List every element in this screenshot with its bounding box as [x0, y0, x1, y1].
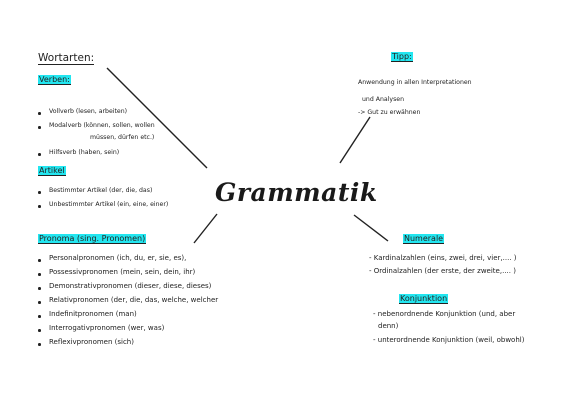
konjunktion-heading: Konjunktion — [400, 294, 448, 303]
connector-line-numerale — [354, 215, 388, 241]
tipp-heading: Tipp: — [392, 52, 412, 61]
verben-heading: Verben: — [39, 75, 70, 84]
bullet — [38, 259, 41, 262]
wortarten-title: Wortarten: — [38, 52, 95, 64]
artikel-item-bestimmt: Bestimmter Artikel (der, die, das) — [49, 187, 153, 194]
konjunktion-item-nebenordnend: - nebenordnende Konjunktion (und, aber — [373, 310, 516, 318]
pronomen-item-personal: Personalpronomen (ich, du, er, sie, es), — [49, 254, 187, 262]
connector-line-pronomen — [194, 214, 217, 243]
verben-item-modalverb: Modalverb (können, sollen, wollen — [49, 122, 155, 129]
pronomen-heading: Pronoma (sing. Pronomen) — [39, 234, 146, 243]
bullet — [38, 153, 41, 156]
verben-item-vollverb: Vollverb (lesen, arbeiten) — [49, 108, 128, 115]
pronomen-item-reflexiv: Reflexivpronomen (sich) — [49, 338, 134, 346]
verben-item-hilfsverb: Hilfsverb (haben, sein) — [49, 149, 120, 156]
bullet — [38, 301, 41, 304]
bullet — [38, 112, 41, 115]
pronomen-item-demonstrativ: Demonstrativpronomen (dieser, diese, dieses) — [49, 282, 212, 290]
tipp-line-1: Anwendung in allen Interpretationen — [358, 79, 472, 86]
pronomen-item-possessiv: Possessivpronomen (mein, sein, dein, ihr) — [49, 268, 196, 276]
bullet — [38, 287, 41, 290]
bullet — [38, 126, 41, 129]
tipp-line-3: -> Gut zu erwähnen — [358, 109, 421, 116]
connector-line-tipp — [340, 117, 370, 163]
tipp-line-2: und Analysen — [362, 96, 405, 103]
bullet — [38, 315, 41, 318]
bullet — [38, 205, 41, 208]
numerale-item-ordinal: - Ordinalzahlen (der erste, der zweite,.... ) — [369, 267, 516, 275]
numerale-item-kardinal: - Kardinalzahlen (eins, zwei, drei, vier,.... ) — [369, 254, 517, 262]
connector-line-wortarten — [107, 68, 207, 168]
artikel-item-unbestimmt: Unbestimmter Artikel (ein, eine, einer) — [49, 201, 169, 208]
pronomen-item-interrogativ: Interrogativpronomen (wer, was) — [49, 324, 165, 332]
bullet — [38, 329, 41, 332]
bullet — [38, 343, 41, 346]
pronomen-item-relativ: Relativpronomen (der, die, das, welche, welcher — [49, 296, 219, 304]
bullet — [38, 273, 41, 276]
center-title: Grammatik — [215, 178, 378, 207]
konjunktion-item-unterordnend: - unterordnende Konjunktion (weil, obwohl) — [373, 336, 525, 344]
numerale-heading: Numerale — [404, 234, 444, 243]
bullet — [38, 191, 41, 194]
verben-item-modalverb-cont: müssen, dürfen etc.) — [90, 134, 155, 141]
artikel-heading: Artikel — [39, 166, 65, 175]
pronomen-item-indefinit: Indefinitpronomen (man) — [49, 310, 137, 318]
konjunktion-item-nebenordnend-cont: denn) — [378, 322, 399, 330]
